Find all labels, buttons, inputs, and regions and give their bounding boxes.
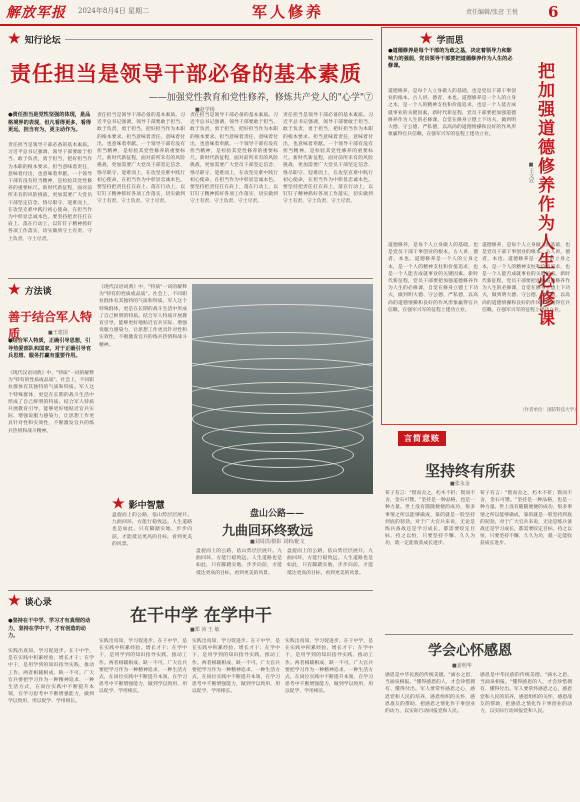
column-tag-tandian <box>8 594 94 608</box>
persist-body-col-1: 荀子有言："锲而舍之，朽木不折；锲而不舍，金石可镂。"坚持是一种品格，也是一种力量。世上没有随随便便的成功，很多事情之所以能够做成，靠的就是一股坚持到底的韧劲。对于广大官兵来说，无论是练兵备战还是学习成长，都需要咬定目标、持之以恒，只要坚持不懈、久久为功，就一定能收获成长进步。 <box>385 491 475 547</box>
bottom-summary: ●坚持在干中学、学习才有真理的动力，坚持在学中干，才有创造的动力。 <box>8 618 91 639</box>
divider <box>65 39 373 40</box>
section-title: 军人修养 <box>252 3 325 21</box>
star-icon: ★ <box>112 496 125 512</box>
main-summary: ●责任担当是党性坚强的体现，是品格境界的表现，但凡看得更多，看得更远，担当有为，更主动作为。 <box>8 112 92 133</box>
second-byline: ■王建国 <box>48 330 68 336</box>
photo-place: 盘山公路—— <box>250 509 305 519</box>
star-icon: ★ <box>8 282 21 298</box>
right-body-col-1: 道德修养，是每个人立身做人的基础，也是党员干部干事创业的根本。古人讲，德者，本也。道德修养是一个人的立身之本，是一个人的精神支柱和价值追求，也是一个人能否成就事业的关键因素。新时代新征程，党员干部要把加强道德修养作为人生的必修课，自觉在修身立德上下功夫，做到明大德、守公德、严私德，以高尚的道德情操和良好的作风形象赢得官兵信赖，在强军兴军的征程上建功立业。 <box>388 243 478 313</box>
main-body-col-3: 责任担当是领导干部必备的基本素质。习近平总书记强调，领导干部要敢于担当、敢于负责，勇于担当，把好担当作为本职的根本要求。担当意味着责任，意味着付出，也意味着奉献。一个领导干部有没有担当精神，是检验其党性修养的重要标尺。新时代新征程，面对前所未有的风险挑战，更加需要广大党员干部坚定信念、恪尽职守、迎难而上，在攻坚克难中践行初心使命，在担当作为中彰显忠诚本色。要坚持把责任扛在肩上、落在行动上，以钉钉子精神抓好各项工作落实，切实做到守土有责、守土负责、守土尽责。 <box>190 113 278 205</box>
gratitude-body-col-1: 感恩是中华民族的传统美德。"滴水之恩，当涌泉相报。"懂得感恩的人，才会珍惜拥有、懂得付出。军人要常怀感恩之心，感恩党和人民的培养，感恩组织的关怀，感恩战友的帮助，把感恩之情化作干事创业的动力，以实际行动回报党和人民。 <box>385 673 475 715</box>
right-byline: ■王文冠 <box>528 162 534 183</box>
column-tag-label: 影中智慧 <box>128 500 165 511</box>
editor-credit: 责任编辑/张萱 王悦 <box>466 9 518 16</box>
bottom-headline: 在干中学 在学中干 <box>130 606 272 626</box>
right-source: （作者单位：国防科技大学） <box>520 408 579 413</box>
photo-caption: 盘旋而上的公路，依山势层层展开。九曲回环，方能行稳致远。人生道路也是如此，只有脚踏实地、步步向前，才能抵达更高的目标，看到更美的风景。 <box>112 513 192 547</box>
column-tag-xuerlu <box>420 32 570 46</box>
right-body-top: 道德修养，是每个人立身做人的基础，也是党员干部干事创业的根本。古人讲，德者，本也。道德修养是一个人的立身之本，是一个人的精神支柱和价值追求，也是一个人能否成就事业的关键因素。新时代新征程，党员干部要把加强道德修养作为人生的必修课，自觉在修身立德上下功夫，做到明大德、守公德、严私德，以高尚的道德情操和良好的作风形象赢得官兵信赖，在强军兴军的征程上建功立业。 <box>388 89 516 138</box>
newspaper-masthead: 解放军报 <box>6 5 66 21</box>
column-tag-label: 谈心录 <box>24 597 52 608</box>
star-icon: ★ <box>8 593 21 609</box>
divider <box>385 634 573 635</box>
second-body-col-1: 《现代汉语词典》中，"特质"一词的解释为"特有的性质或品质"。社会上，不同职业群体有其独特的气质和特质。军人这个特殊群体，更是在长期的战斗生活中形成了自己鲜明的特质。结合军人特质开展教育引导，能够更好地贴近官兵实际、增强说服力感染力，让思想工作更具针对性和实效性，不断激发官兵的练兵热情和战斗精神。 <box>8 371 94 434</box>
star-icon: ★ <box>8 31 21 47</box>
star-icon: ★ <box>420 31 433 47</box>
column-tag-zhishi <box>8 32 373 46</box>
page-number: 6 <box>548 3 559 21</box>
main-byline: ■赵学杨 <box>195 107 215 113</box>
bottom-body-col-4: 实践出真知，学习促进步。在干中学，是在实践中积累经验、增长才干；在学中干，是用学到的知识指导实践、推动工作。两者相辅相成、缺一不可。广大官兵要把学习作为一种精神追求、一种生活方式，在岗位实践中不断提升本领，在学习思考中不断增强能力，做到学以致用、用以促学、学用相长。 <box>285 639 373 695</box>
right-body-col-2: 道德修养，是每个人立身做人的基础，也是党员干部干事创业的根本。古人讲，德者，本也。道德修养是一个人的立身之本，是一个人的精神支柱和价值追求，也是一个人能否成就事业的关键因素。新时代新征程，党员干部要把加强道德修养作为人生的必修课，自觉在修身立德上下功夫，做到明大德、守公德、严私德，以高尚的道德情操和良好的作风形象赢得官兵信赖，在强军兴军的征程上建功立业。 <box>482 243 570 313</box>
bottom-body-col-2: 实践出真知，学习促进步。在干中学，是在实践中积累经验、增长才干；在学中干，是用学到的知识指导实践、推动工作。两者相辅相成、缺一不可。广大官兵要把学习作为一种精神追求、一种生活方式，在岗位实践中不断提升本领，在学习思考中不断增强能力，做到学以致用、用以促学、学用相长。 <box>99 639 187 695</box>
persist-headline: 坚持终有所获 <box>425 462 516 480</box>
main-headline: 责任担当是领导干部必备的基本素质 <box>10 62 362 86</box>
second-body-col-2: 《现代汉语词典》中，"特质"一词的解释为"特有的性质或品质"。社会上，不同职业群体有其独特的气质和特质。军人这个特殊群体，更是在长期的战斗生活中形成了自己鲜明的特质。结合军人特质开展教育引导，能够更好地贴近官兵实际、增强说服力感染力，让思想工作更具针对性和实效性，不断激发官兵的练兵热情和战斗精神。 <box>99 285 187 348</box>
photo-text-col-2: 盘旋而上的公路，依山势层层展开。九曲回环，方能行稳致远。人生道路也是如此，只有脚踏实地、步步向前，才能抵达更高的目标，看到更美的风景。 <box>287 549 373 576</box>
right-vertical-title: 把加强道德修养作为人生必修课 <box>534 62 554 328</box>
second-headline: 善于结合军人特质 <box>8 310 93 341</box>
main-body-col-4: 责任担当是领导干部必备的基本素质。习近平总书记强调，领导干部要敢于担当、敢于负责，勇于担当，把好担当作为本职的根本要求。担当意味着责任，意味着付出，也意味着奉献。一个领导干部有没有担当精神，是检验其党性修养的重要标尺。新时代新征程，面对前所未有的风险挑战，更加需要广大党员干部坚定信念、恪尽职守、迎难而上，在攻坚克难中践行初心使命，在担当作为中彰显忠诚本色。要坚持把责任扛在肩上、落在行动上，以钉钉子精神抓好各项工作落实，切实做到守土有责、守土负责、守土尽责。 <box>283 113 373 205</box>
main-body-col-1: 责任担当是领导干部必备的基本素质。习近平总书记强调，领导干部要敢于担当、敢于负责，勇于担当，把好担当作为本职的根本要求。担当意味着责任，意味着付出，也意味着奉献。一个领导干部有没有担当精神，是检验其党性修养的重要标尺。新时代新征程，面对前所未有的风险挑战，更加需要广大党员干部坚定信念、恪尽职守、迎难而上，在攻坚克难中践行初心使命，在担当作为中彰显忠诚本色。要坚持把责任扛在肩上、落在行动上，以钉钉子精神抓好各项工作落实，切实做到守土有责、守土负责、守土尽责。 <box>8 143 92 242</box>
bottom-body-col-1: 实践出真知，学习促进步。在干中学，是在实践中积累经验、增长才干；在学中干，是用学到的知识指导实践、推动工作。两者相辅相成、缺一不可。广大官兵要把学习作为一种精神追求、一种生活方式，在岗位实践中不断提升本领，在学习思考中不断增强能力，做到学以致用、用以促学、学用相长。 <box>8 649 94 705</box>
gratitude-body-col-2: 感恩是中华民族的传统美德。"滴水之恩，当涌泉相报。"懂得感恩的人，才会珍惜拥有、懂得付出。军人要常怀感恩之心，感恩党和人民的培养，感恩组织的关怀，感恩战友的帮助，把感恩之情化作干事创业的动力，以实际行动回报党和人民。 <box>480 673 572 715</box>
column-tag-label: 方法谈 <box>24 286 52 297</box>
persist-byline: ■张永金 <box>450 481 470 487</box>
bottom-byline: ■郑 涛 王 敏 <box>190 627 220 633</box>
column-tag-yingzhan <box>112 497 192 511</box>
gratitude-headline: 学会心怀感恩 <box>428 643 512 659</box>
main-subtitle: ——加强党性教育和党性修养，修炼共产党人的"心学"⑦ <box>148 93 373 103</box>
right-summary: ●道德修养是每个干部的为政之基，决定着领导力和影响力的强弱，党员领导干部要把道德修养作为人生的必修课。 <box>388 48 513 69</box>
column-banner-yanyi: 言简意赅 <box>398 431 446 446</box>
divider <box>8 278 373 279</box>
issue-date: 2024年8月4日 星期二 <box>78 7 149 15</box>
second-summary: ●结合军人特质，正确引导思想，引导热爱部队和国家，对于正确引导官兵思想、服务打赢有重要作用。 <box>8 338 92 359</box>
divider <box>8 590 373 591</box>
mountain-road-photo <box>192 284 373 494</box>
gratitude-byline: ■姜明华 <box>452 663 472 669</box>
main-body-col-2: 责任担当是领导干部必备的基本素质。习近平总书记强调，领导干部要敢于担当、敢于负责，勇于担当，把好担当作为本职的根本要求。担当意味着责任，意味着付出，也意味着奉献。一个领导干部有没有担当精神，是检验其党性修养的重要标尺。新时代新征程，面对前所未有的风险挑战，更加需要广大党员干部坚定信念、恪尽职守、迎难而上，在攻坚克难中践行初心使命，在担当作为中彰显忠诚本色。要坚持把责任扛在肩上、落在行动上，以钉钉子精神抓好各项工作落实，切实做到守土有责、守土负责、守土尽责。 <box>97 113 185 205</box>
persist-body-col-2: 荀子有言："锲而舍之，朽木不折；锲而不舍，金石可镂。"坚持是一种品格，也是一种力量。世上没有随随便便的成功，很多事情之所以能够做成，靠的就是一股坚持到底的韧劲。对于广大官兵来说，无论是练兵备战还是学习成长，都需要咬定目标、持之以恒，只要坚持不懈、久久为功，就一定能收获成长进步。 <box>480 491 572 547</box>
photo-feature-title: 九曲回环终致远 <box>222 524 314 539</box>
column-tag-label: 知行论坛 <box>24 35 61 46</box>
column-tag-label: 学而思 <box>436 35 464 46</box>
photo-byline: ■刘周洪/摄影 刘莉/配文 <box>250 539 305 545</box>
photo-text-col-1: 盘旋而上的公路，依山势层层展开。九曲回环，方能行稳致远。人生道路也是如此，只有脚踏实地、步步向前，才能抵达更高的目标，看到更美的风景。 <box>196 549 282 576</box>
column-tag-fangfa <box>8 283 94 297</box>
bottom-body-col-3: 实践出真知，学习促进步。在干中学，是在实践中积累经验、增长才干；在学中干，是用学到的知识指导实践、推动工作。两者相辅相成、缺一不可。广大官兵要把学习作为一种精神追求、一种生活方式，在岗位实践中不断提升本领，在学习思考中不断增强能力，做到学以致用、用以促学、学用相长。 <box>192 639 280 695</box>
